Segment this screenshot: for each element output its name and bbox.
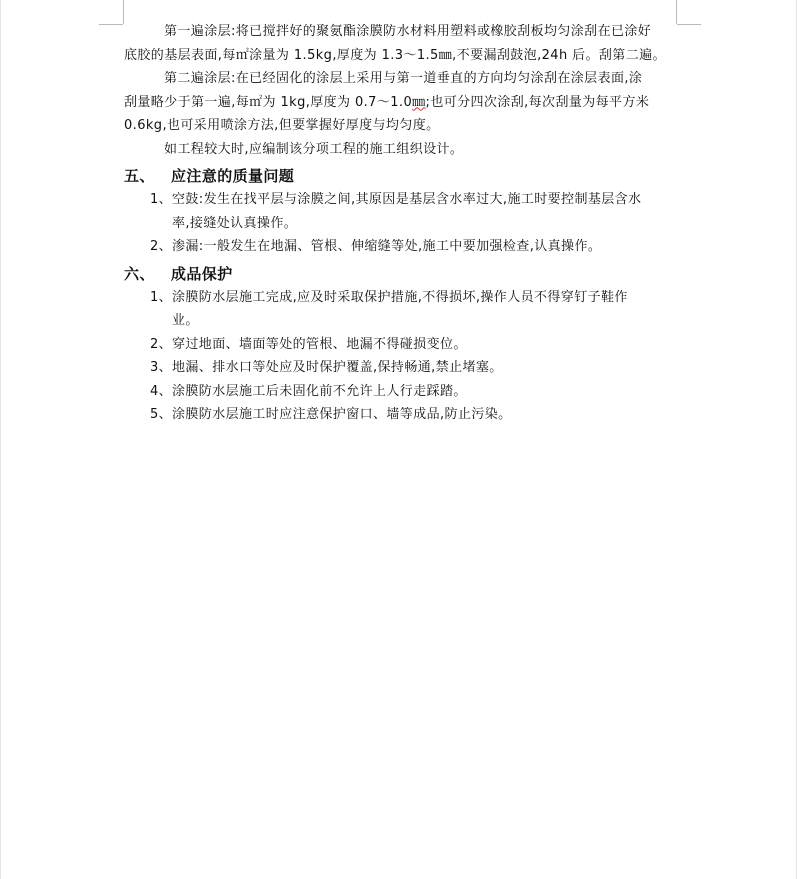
section-heading-quality — [124, 165, 680, 188]
list-item — [124, 380, 680, 404]
list-text: 涂膜防水层施工完成,应及时采取保护措施,不得损坏,操作人员不得穿钉子鞋作 — [172, 289, 628, 305]
second-coat-text-b: ;也可分四次涂刮,每次刮量为每平方米 — [425, 94, 650, 110]
paragraph-first-coat-line2: 底胶的基层表面,每㎡涂量为 1.5kg,厚度为 1.3～1.5㎜,不要漏刮鼓泡,24h 后。刮第二遍。 — [124, 47, 666, 63]
list-item — [124, 403, 680, 427]
list-item-continuation: 率,接缝处认真操作。 — [172, 215, 298, 231]
document-body — [124, 20, 680, 427]
list-item — [124, 188, 680, 212]
section-title: 成品保护 — [171, 264, 233, 283]
list-number: 1、 — [150, 289, 173, 305]
paragraph-second-coat-line2 — [124, 91, 680, 115]
list-number: 4、 — [150, 383, 173, 399]
list-item-continuation: 业。 — [172, 313, 199, 328]
list-text: 空鼓:发生在找平层与涂膜之间,其原因是基层含水率过大,施工时要控制基层含水 — [172, 192, 642, 207]
list-number: 5、 — [150, 407, 173, 422]
list-item — [124, 235, 680, 259]
paragraph-second-coat-line1: 第二遍涂层:在已经固化的涂层上采用与第一道垂直的方向均匀涂刮在涂层表面,涂 — [164, 71, 643, 86]
section-heading-protection — [124, 263, 680, 286]
paragraph-large-project: 如工程较大时,应编制该分项工程的施工组织设计。 — [164, 141, 464, 157]
section-title: 应注意的质量问题 — [171, 167, 295, 185]
list-number: 2、 — [150, 239, 173, 254]
list-text: 穿过地面、墙面等处的管根、地漏不得碰损变位。 — [172, 336, 467, 352]
list-number: 3、 — [150, 360, 173, 375]
list-text: 地漏、排水口等处应及时保护覆盖,保持畅通,禁止堵塞。 — [172, 360, 503, 375]
list-number: 1、 — [150, 192, 173, 207]
list-text: 涂膜防水层施工时应注意保护窗口、墙等成品,防止污染。 — [172, 407, 512, 422]
list-number: 2、 — [150, 336, 173, 352]
crop-mark-top-right-horizontal — [677, 24, 701, 25]
list-item — [124, 333, 680, 357]
crop-mark-top-left-horizontal — [99, 24, 123, 25]
paragraph-first-coat-line1: 第一遍涂层:将已搅拌好的聚氨酯涂膜防水材料用塑料或橡胶刮板均匀涂刮在已涂好 — [164, 24, 652, 39]
list-item — [124, 286, 680, 310]
list-item — [124, 356, 680, 380]
list-text: 渗漏:一般发生在地漏、管根、伸缩缝等处,施工中要加强检查,认真操作。 — [172, 239, 602, 254]
section-number: 六、 — [124, 264, 155, 283]
section-number: 五、 — [124, 167, 155, 185]
list-text: 涂膜防水层施工后未固化前不允许上人行走踩踏。 — [172, 383, 467, 399]
second-coat-text-a: 刮量略少于第一遍,每㎡为 1kg,厚度为 0.7～1.0 — [124, 94, 413, 110]
spellcheck-underlined-unit: ㎜ — [412, 94, 426, 110]
paragraph-second-coat-line3: 0.6kg,也可采用喷涂方法,但要掌握好厚度与均匀度。 — [124, 118, 440, 133]
